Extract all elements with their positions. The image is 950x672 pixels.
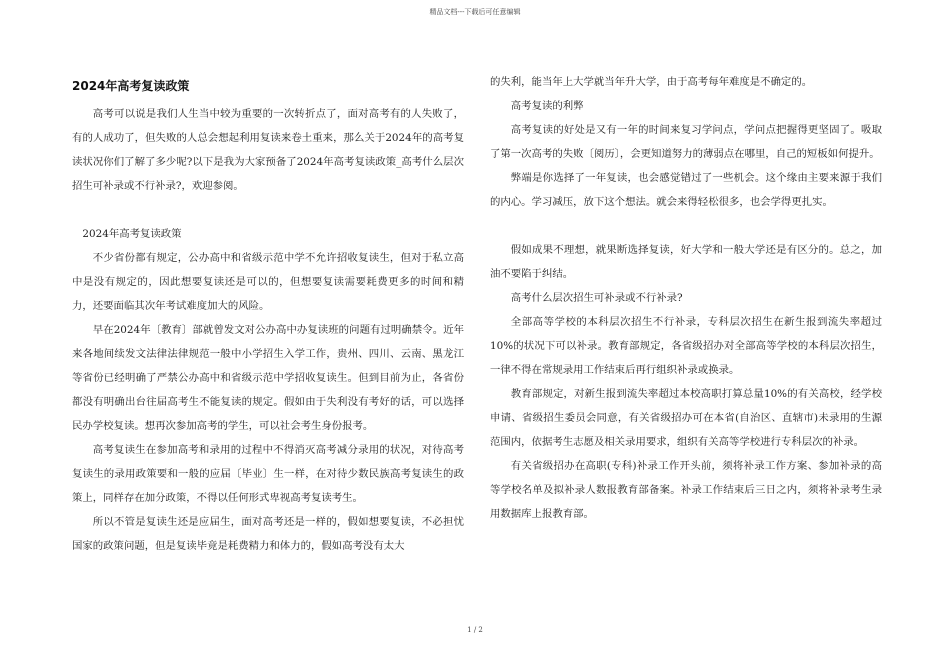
spacer [490,214,882,238]
section-heading-supplementary: 高考什么层次招生可补录或不行补录? [510,292,683,304]
intro-paragraph: 高考可以说是我们人生当中较为重要的一次转折点了，面对高考有的人失败了，有的人成功了，但失败的人总会想起利用复读来卷土重来，那么关于2024年的高考复读状况你们了解了多少呢?以下是我为大家预备了2024年高考复读政策_高考什么层次招生可补录或不行补录?，欢迎参阅。 [72,108,464,192]
paragraph: 教育部规定，对新生报到流失率超过本校高职打算总量10%的有关高校，经学校申请、省级招生委员会同意，有关省级招办可在本省(自治区、直辖市)未录用的生源范围内，依据考生志愿及相关录用要求，组织有关高等学校进行专科层次的补录。 [490,388,882,448]
page-header: 精品文档---下载后可任意编辑 [429,8,521,16]
section-heading-pros-cons: 高考复读的利弊 [510,100,584,112]
left-column [72,74,464,558]
paragraph: 高考复读生在参加高考和录用的过程中不得消灭高考减分录用的状况，对待高考复读生的录用政策要和一般的应届〔毕业〕生一样，在对待少数民族高考复读生的政策上，同样存在加分政策，不得以任何形式卑视高考复读考生。 [72,444,464,504]
paragraph: 早在2024年〔教育〕部就曾发文对公办高中办复读班的问题有过明确禁令。近年来各地间续发文法律法律规范一般中小学招生入学工作，贵州、四川、云南、黑龙江等省份已经明确了严禁公办高中和省级示范中学招收复读生。但到目前为止，各省份都没有明确出台往届高考生不能复读的规定。假如由于失利没有考好的话，可以选择民办学校复读。想再次参加高考的学生，可以社会考生身份报考。 [72,324,464,432]
paragraph: 有关省级招办在高职(专科)补录工作开头前，须将补录工作方案、参加补录的高等学校名单及拟补录人数报教育部备案。补录工作结束后三日之内，须将补录考生录用数据库上报教育部。 [490,460,882,520]
paragraph: 全部高等学校的本科层次招生不行补录，专科层次招生在新生报到流失率超过10%的状况下可以补录。教育部规定，各省级招办对全部高等学校的本科层次招生，一律不得在常规录用工作结束后再行组织补录或换录。 [490,316,882,376]
paragraph: 所以不管是复读生还是应届生，面对高考还是一样的，假如想要复读，不必担忧国家的政策问题，但是复读毕竟是耗费精力和体力的，假如高考没有太大 [72,516,464,552]
spacer [72,198,464,222]
document-title: 2024年高考复读政策 [72,79,190,93]
right-column [490,70,882,526]
paragraph: 高考复读的好处是又有一年的时间来复习学问点，学问点把握得更坚固了。吸取了第一次高考的失败〔阅历〕，会更知道努力的薄弱点在哪里，自己的短板如何提升。 [490,124,882,160]
paragraph-continued: 的失利，能当年上大学就当年升大学，由于高考每年难度是不确定的。 [490,76,813,88]
paragraph: 弊端是你选择了一年复读，也会感觉错过了一些机会。这个缘由主要来源于我们的内心。学习减压，放下这个想法。就会来得轻松很多，也会学得更扎实。 [490,172,882,208]
paragraph: 假如成果不理想，就果断选择复读，好大学和一般大学还是有区分的。总之，加油不要陷于纠结。 [490,244,882,280]
paragraph: 不少省份都有规定，公办高中和省级示范中学不允许招收复读生，但对于私立高中是没有规定的，因此想要复读还是可以的，但想要复读需要耗费更多的时间和精力，还要面临其次年考试难度加大的风险。 [72,252,464,312]
page-number: 1 / 2 [467,626,483,634]
section-heading-policy: 2024年高考复读政策 [82,228,182,240]
